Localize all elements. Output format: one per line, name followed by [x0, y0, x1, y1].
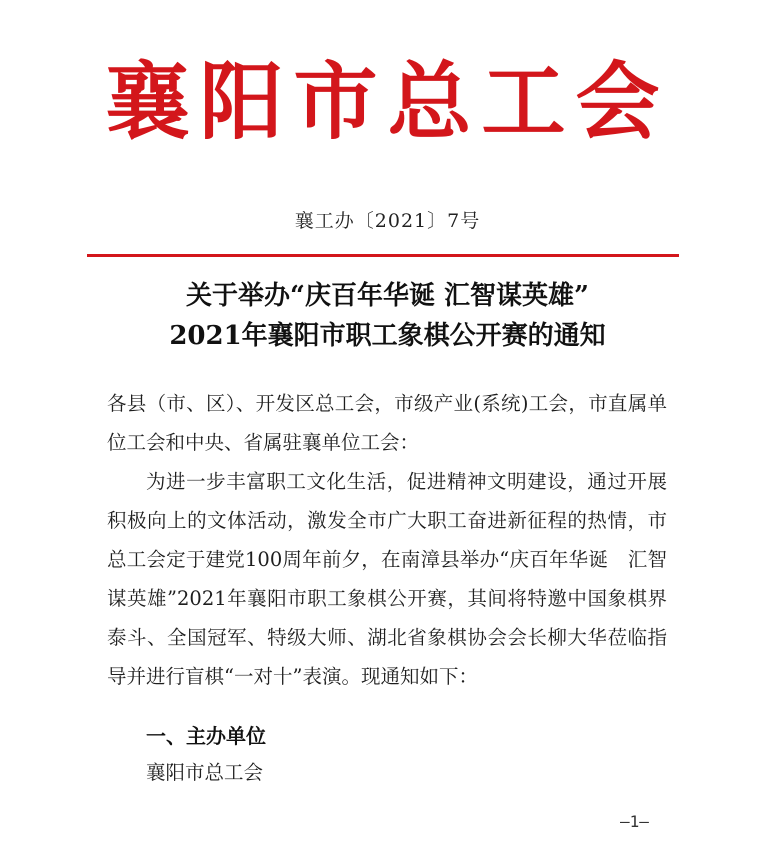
page-number: —1— — [620, 812, 649, 831]
red-divider-line — [87, 254, 679, 257]
section-content-organizer: 襄阳市总工会 — [146, 761, 264, 784]
recipients-paragraph: 各县（市、区）、开发区总工会，市级产业(系统)工会，市直属单位工会和中央、省属驻襄单位工会： — [107, 392, 667, 454]
title-line-2: 2021年襄阳市职工象棋公开赛的通知 — [169, 321, 606, 351]
title-line-1: 关于举办“庆百年华诞 汇智谋英雄” — [186, 281, 589, 311]
document-number: 襄工办〔2021〕7号 — [294, 210, 481, 232]
section-heading-organizer: 一、主办单位 — [146, 724, 266, 748]
organization-header: 襄阳市总工会 — [105, 52, 670, 151]
intro-paragraph: 为进一步丰富职工文化生活，促进精神文明建设，通过开展积极向上的文体活动，激发全市广大职工奋进新征程的热情，市总工会定于建党100周年前夕，在南漳县举办“庆百年华诞 汇智谋英雄”2021年襄阳市职工象棋公开赛，其间将特邀中国象棋界泰斗、全国冠军、特级大师、湖北省象棋协会会长柳大华莅临指导并进行盲棋“一对十”表演。现通知如下： — [107, 470, 667, 688]
document-body — [107, 384, 667, 696]
document-title — [60, 276, 715, 356]
